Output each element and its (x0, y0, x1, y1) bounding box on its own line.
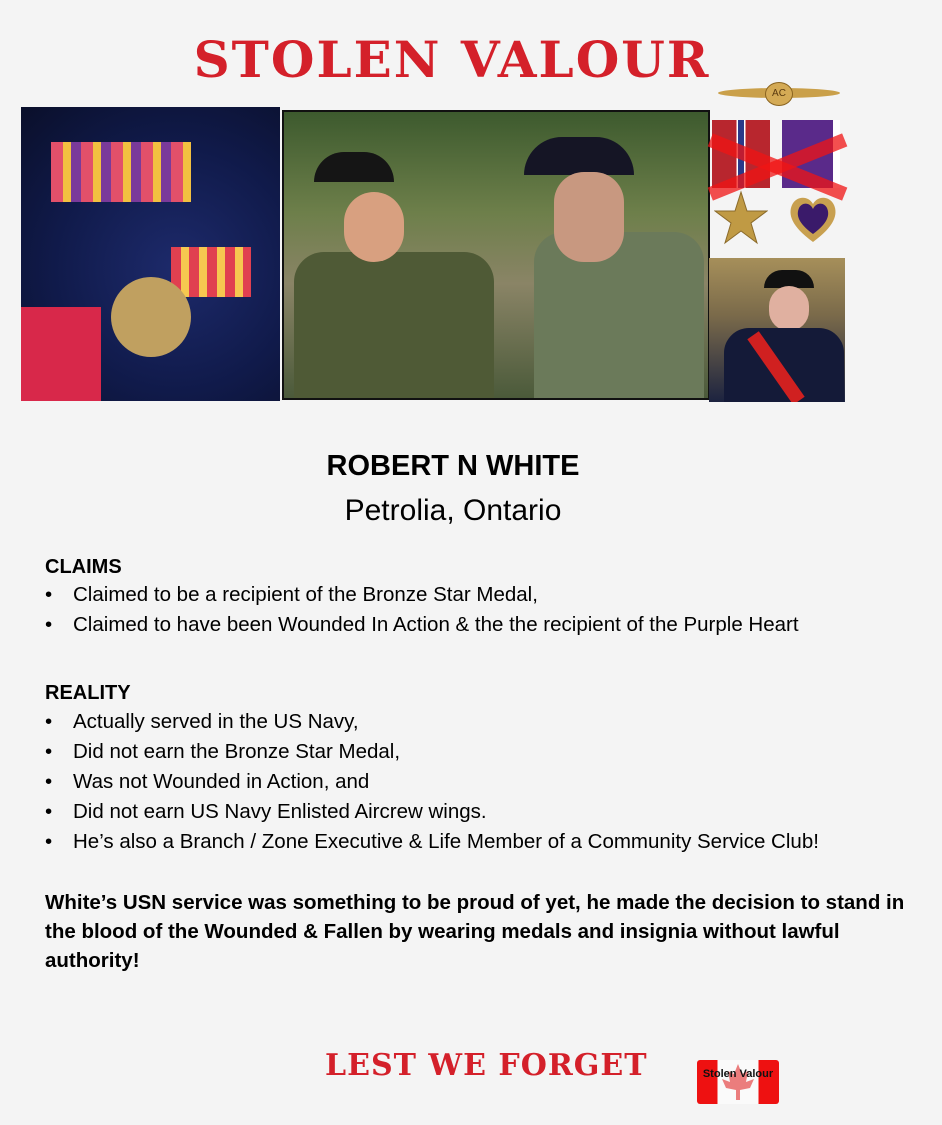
reality-list (45, 707, 819, 857)
page-title: STOLEN VALOUR (193, 30, 711, 89)
stolen-valour-logo (697, 1060, 779, 1104)
veteran-portrait-photo (709, 258, 845, 402)
claims-heading: CLAIMS (45, 556, 122, 578)
two-veterans-photo (282, 110, 710, 400)
list-item: • Claimed to have been Wounded In Action & the the recipient of the Purple Heart (45, 610, 799, 640)
aircrew-wings-icon: AC (718, 82, 840, 104)
red-x-mark (710, 135, 845, 195)
conclusion-paragraph: White’s USN service was something to be proud of yet, he made the decision to stand in the blood of the Wounded & Fallen by wearing medals and insignia without lawful authority! (45, 891, 905, 972)
logo-text: Stolen Valour (702, 1068, 774, 1080)
purple-heart-icon (786, 192, 840, 246)
list-item: • Claimed to be a recipient of the Bronze Star Medal, (45, 580, 799, 610)
subject-name: ROBERT N WHITE (326, 450, 580, 482)
medals-crossed-out (710, 80, 845, 252)
subject-location: Petrolia, Ontario (344, 494, 562, 527)
list-item: • Did not earn the Bronze Star Medal, (45, 737, 819, 767)
list-item: • Was not Wounded in Action, and (45, 767, 819, 797)
list-item: • He’s also a Branch / Zone Executive & Life Member of a Community Service Club! (45, 827, 819, 857)
claims-list (45, 580, 799, 640)
lest-we-forget-slogan: LEST WE FORGET (325, 1048, 648, 1083)
reality-heading: REALITY (45, 682, 131, 704)
medals-on-jacket-photo (21, 107, 280, 401)
list-item: • Actually served in the US Navy, (45, 707, 819, 737)
bronze-star-icon (714, 190, 768, 246)
list-item: • Did not earn US Navy Enlisted Aircrew wings. (45, 797, 819, 827)
